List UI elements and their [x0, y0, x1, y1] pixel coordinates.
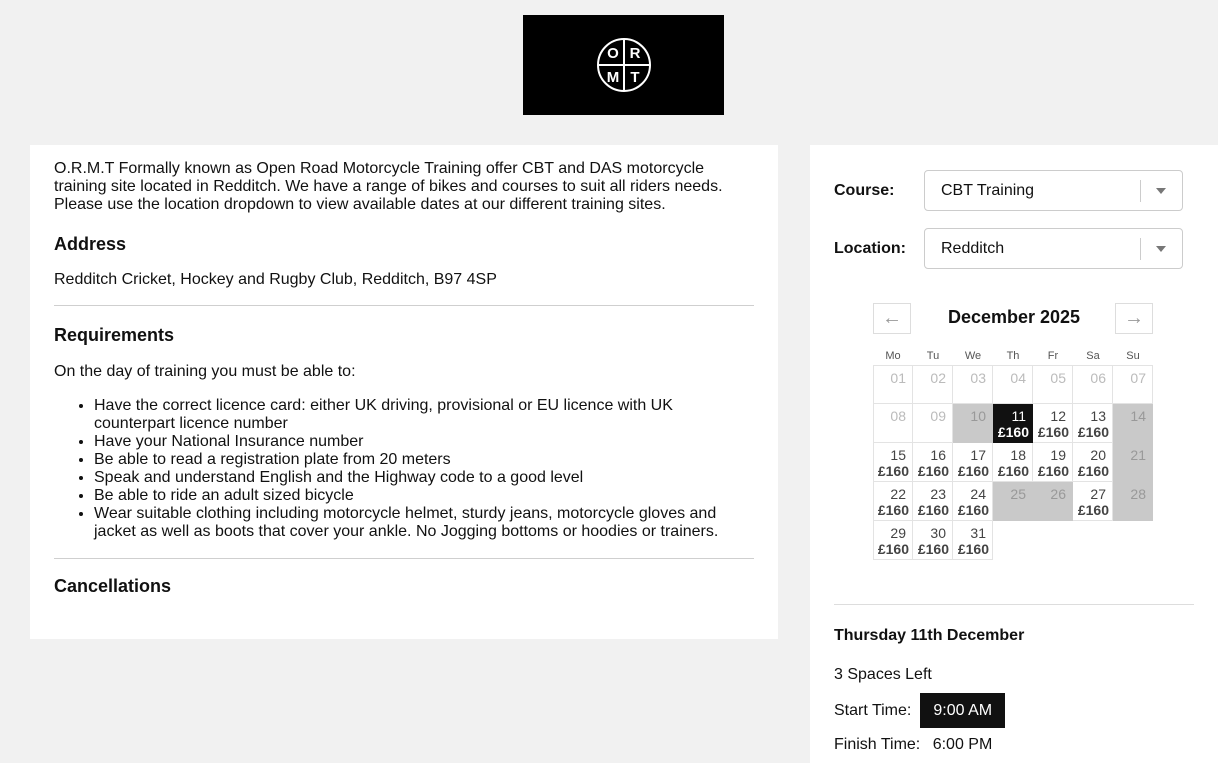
calendar-day [1113, 404, 1153, 443]
day-number: 18 [1010, 447, 1026, 463]
calendar-day[interactable] [873, 521, 913, 560]
weekday-label: Mo [885, 350, 901, 362]
day-price: £160 [957, 502, 989, 518]
logo-letter: R [629, 45, 640, 62]
day-price: £160 [877, 502, 909, 518]
day-price: £160 [997, 424, 1029, 440]
chevron-down-icon [1156, 188, 1166, 194]
booking-panel [810, 145, 1218, 763]
calendar-day[interactable] [913, 443, 953, 482]
start-time-row [834, 693, 1005, 728]
logo-letter: M [606, 69, 619, 86]
finish-time-row [834, 736, 992, 754]
address-text: Redditch Cricket, Hockey and Rugby Club, Redditch, B97 4SP [54, 271, 497, 288]
weekday-label: Su [1126, 350, 1140, 362]
day-price: £160 [1077, 502, 1109, 518]
day-price: £160 [1077, 424, 1109, 440]
select-divider [1140, 238, 1141, 260]
info-panel [30, 145, 778, 639]
requirements-heading: Requirements [54, 325, 175, 345]
day-price: £160 [917, 463, 949, 479]
list-item: • Wear suitable clothing including motorcycle helmet, sturdy jeans, motorcycle gloves and jacket as well as boots that cover your ankle. No Jogging bottoms or hoodies or trainers. [94, 505, 754, 541]
calendar-day [1113, 482, 1153, 521]
calendar-day[interactable] [953, 521, 993, 560]
logo-letter: T [629, 69, 640, 86]
calendar-day[interactable] [1073, 482, 1113, 521]
day-number: 17 [970, 447, 986, 463]
calendar-day [953, 404, 993, 443]
day-price: £160 [917, 502, 949, 518]
calendar-day [873, 404, 913, 443]
day-number: 21 [1130, 447, 1146, 463]
day-number: 09 [930, 408, 946, 424]
calendar-day [1113, 443, 1153, 482]
logo-letter: O [606, 45, 619, 62]
weekday-label: Th [1006, 350, 1020, 362]
course-label: Course: [834, 181, 895, 199]
weekday-label: Tu [926, 350, 940, 362]
day-price: £160 [1037, 424, 1069, 440]
calendar-day[interactable] [993, 404, 1033, 443]
day-number: 01 [890, 370, 906, 386]
day-number: 10 [970, 408, 986, 424]
location-row [834, 228, 1183, 269]
list-item: • Be able to ride an adult sized bicycle [94, 487, 754, 505]
day-number: 02 [930, 370, 946, 386]
calendar-day [1033, 365, 1073, 404]
start-time-label: Start Time: [834, 701, 912, 719]
day-number: 25 [1010, 486, 1026, 502]
selected-date: Thursday 11th December [834, 627, 1025, 644]
next-month-button[interactable] [1115, 303, 1153, 334]
divider [54, 305, 754, 306]
course-row [834, 170, 1183, 211]
day-number: 15 [890, 447, 906, 463]
day-number: 28 [1130, 486, 1146, 502]
weekday-header [873, 350, 1153, 362]
day-number: 24 [970, 486, 986, 502]
calendar-day [1113, 365, 1153, 404]
day-price: £160 [997, 463, 1029, 479]
location-label: Location: [834, 239, 906, 257]
select-divider [1140, 180, 1141, 202]
weekday-label: Sa [1086, 350, 1100, 362]
calendar-day[interactable] [953, 443, 993, 482]
calendar-day [953, 365, 993, 404]
day-number: 05 [1050, 370, 1066, 386]
course-select[interactable] [924, 170, 1183, 211]
calendar-day[interactable] [873, 482, 913, 521]
day-price: £160 [877, 541, 909, 557]
calendar-day [993, 365, 1033, 404]
calendar-day[interactable] [873, 443, 913, 482]
calendar-day[interactable] [993, 443, 1033, 482]
calendar-day [993, 482, 1033, 521]
calendar-day[interactable] [913, 521, 953, 560]
day-number: 16 [930, 447, 946, 463]
day-number: 22 [890, 486, 906, 502]
day-price: £160 [1037, 463, 1069, 479]
calendar-day [913, 404, 953, 443]
address-heading: Address [54, 234, 127, 254]
day-price: £160 [957, 463, 989, 479]
divider [54, 558, 754, 559]
intro-text: O.R.M.T Formally known as Open Road Motorcycle Training offer CBT and DAS motorcycle training site located in Redditch. We have a range of bikes and courses to suit all riders needs. Please use the location dropdown to view available dates at our different training sites. [54, 160, 723, 213]
calendar-grid [873, 365, 1153, 560]
finish-time-label: Finish Time: [834, 736, 921, 753]
day-number: 03 [970, 370, 986, 386]
list-item: • Have your National Insurance number [94, 433, 754, 451]
spaces-left: 3 Spaces Left [834, 666, 932, 683]
day-price: £160 [957, 541, 989, 557]
calendar-day[interactable] [953, 482, 993, 521]
calendar-day[interactable] [913, 482, 953, 521]
location-value: Redditch [941, 239, 1005, 257]
day-number: 23 [930, 486, 946, 502]
weekday-label: We [964, 350, 982, 362]
list-item: • Speak and understand English and the Highway code to a good level [94, 469, 754, 487]
course-value: CBT Training [941, 181, 1035, 199]
day-number: 06 [1090, 370, 1106, 386]
list-item: • Have the correct licence card: either UK driving, provisional or EU licence with UK counterpart licence number [94, 397, 754, 433]
calendar-day [873, 365, 913, 404]
arrow-right-icon: → [1124, 307, 1144, 329]
finish-time-value: 6:00 PM [932, 736, 993, 753]
calendar-day[interactable] [1033, 404, 1073, 443]
calendar-day[interactable] [1073, 404, 1113, 443]
day-number: 04 [1010, 370, 1026, 386]
start-time-button[interactable]: 9:00 AM [920, 693, 1005, 728]
day-number: 30 [930, 525, 946, 541]
day-number: 07 [1130, 370, 1146, 386]
requirements-list [54, 397, 754, 541]
calendar-day[interactable] [1033, 443, 1073, 482]
weekday-label: Fr [1047, 350, 1059, 362]
chevron-down-icon [1156, 246, 1166, 252]
location-select[interactable] [924, 228, 1183, 269]
site-logo[interactable] [523, 15, 724, 115]
day-number: 26 [1050, 486, 1066, 502]
day-number: 31 [970, 525, 986, 541]
month-title: December 2025 [947, 307, 1081, 327]
divider [834, 604, 1194, 605]
ormt-logo-icon [595, 36, 653, 94]
day-price: £160 [917, 541, 949, 557]
day-number: 13 [1090, 408, 1106, 424]
day-number: 08 [890, 408, 906, 424]
day-price: £160 [1077, 463, 1109, 479]
day-number: 14 [1130, 408, 1146, 424]
requirements-intro: On the day of training you must be able to: [54, 363, 356, 380]
calendar-day [913, 365, 953, 404]
day-number: 11 [1011, 408, 1026, 424]
calendar-day [1033, 482, 1073, 521]
cancellations-heading: Cancellations [54, 576, 172, 596]
day-number: 27 [1090, 486, 1106, 502]
arrow-left-icon: ← [882, 307, 902, 329]
day-number: 12 [1050, 408, 1066, 424]
calendar-day [1073, 365, 1113, 404]
day-number: 19 [1050, 447, 1066, 463]
list-item: • Be able to read a registration plate from 20 meters [94, 451, 754, 469]
day-number: 29 [890, 525, 906, 541]
day-number: 20 [1090, 447, 1106, 463]
day-price: £160 [877, 463, 909, 479]
calendar-day[interactable] [1073, 443, 1113, 482]
